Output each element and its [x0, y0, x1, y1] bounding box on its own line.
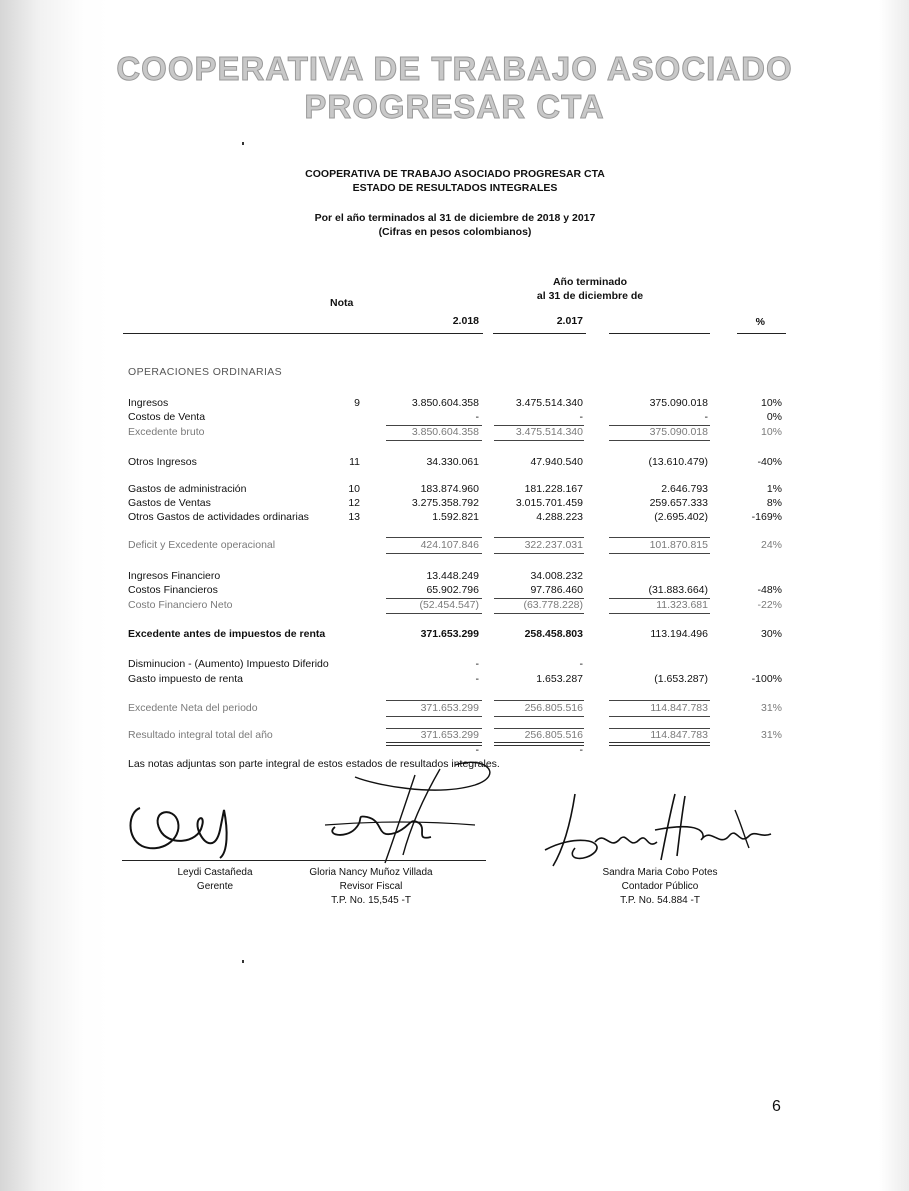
row-2017-value: 97.786.460: [530, 584, 583, 596]
percent-header: %: [755, 316, 765, 328]
table-row: [0, 598, 909, 612]
row-percent: 10%: [760, 397, 782, 409]
row-percent: 24%: [760, 539, 782, 551]
row-variation: (1.653.287): [654, 673, 708, 685]
signer-license: T.P. No. 15,545 -T: [331, 895, 411, 906]
row-2017-value: -: [579, 411, 583, 423]
under-total-mark-2018: -: [475, 744, 479, 756]
year-2018-header: 2.018: [452, 315, 479, 327]
row-variation: 113.194.496: [650, 628, 708, 640]
table-row: [0, 410, 909, 424]
row-2017-value: 256.805.516: [524, 729, 583, 741]
row-2017-value: -: [579, 658, 583, 670]
signer-role: Gerente: [196, 881, 234, 892]
gerente-signature-block: [160, 866, 270, 894]
scan-speck: [242, 960, 244, 963]
subtotal-underline: [609, 613, 710, 614]
row-2017-value: 258.458.803: [524, 628, 583, 640]
company-name: COOPERATIVA DE TRABAJO ASOCIADO PROGRESAR CTA: [305, 168, 605, 180]
page-number: 6: [772, 1098, 781, 1115]
row-percent: 1%: [766, 483, 782, 495]
table-row: [0, 482, 909, 496]
row-variation: (2.695.402): [654, 511, 708, 523]
row-label: Excedente bruto: [128, 426, 205, 438]
scan-speck: [242, 142, 244, 145]
row-2018-value: 424.107.846: [420, 539, 479, 551]
revisor-fiscal-signature-block: [296, 866, 446, 908]
table-row: [0, 425, 909, 439]
subtotal-underline: [386, 716, 482, 717]
row-percent: 0%: [766, 411, 782, 423]
row-2018-value: 371.653.299: [420, 628, 479, 640]
letterhead-line-2: PROGRESAR CTA: [304, 88, 605, 125]
row-2018-value: 3.275.358.792: [411, 497, 479, 509]
table-row: [0, 496, 909, 510]
row-label: Costos de Venta: [128, 411, 206, 423]
row-label: Costo Financiero Neto: [128, 599, 233, 611]
signer-role: Revisor Fiscal: [339, 881, 403, 892]
table-row: [0, 455, 909, 469]
subtotal-underline: [609, 553, 710, 554]
table-row: [0, 538, 909, 552]
row-percent: -48%: [757, 584, 782, 596]
row-variation: 2.646.793: [661, 483, 708, 495]
row-2018-value: 13.448.249: [426, 570, 479, 582]
row-2018-value: 371.653.299: [420, 729, 479, 741]
row-label: Excedente Neta del periodo: [128, 702, 258, 714]
subtotal-underline: [386, 440, 482, 441]
under-total-mark-2017: -: [579, 744, 583, 756]
table-row: [0, 627, 909, 641]
subtotal-underline: [494, 716, 584, 717]
subtotal-underline: [494, 553, 584, 554]
table-row: [0, 365, 909, 379]
row-variation: 114.847.783: [650, 702, 708, 714]
row-label: Costos Financieros: [128, 584, 218, 596]
year-ended-heading-2: al 31 de diciembre de: [536, 290, 644, 302]
row-2017-value: 256.805.516: [524, 702, 583, 714]
row-label: Otros Ingresos: [128, 456, 197, 468]
row-2018-value: 65.902.796: [426, 584, 479, 596]
row-note-ref: 12: [348, 497, 360, 509]
row-2017-value: 3.015.701.459: [515, 497, 583, 509]
signature-line-revisor: [306, 860, 486, 861]
row-2017-value: 4.288.223: [536, 511, 583, 523]
row-variation: (31.883.664): [648, 584, 708, 596]
row-note-ref: 13: [348, 511, 360, 523]
header-rule: [493, 333, 586, 334]
row-2018-value: -: [475, 673, 479, 685]
row-label: Excedente antes de impuestos de renta: [128, 628, 326, 640]
table-row: [0, 701, 909, 715]
row-2018-value: 3.850.604.358: [411, 397, 479, 409]
row-note-ref: 10: [348, 483, 360, 495]
row-label: Deficit y Excedente operacional: [128, 539, 276, 551]
row-percent: 31%: [760, 702, 782, 714]
letterhead-line-1: COOPERATIVA DE TRABAJO ASOCIADO: [116, 50, 793, 87]
row-variation: 375.090.018: [649, 397, 708, 409]
row-percent: 31%: [760, 729, 782, 741]
row-2018-value: 34.330.061: [426, 456, 479, 468]
table-row: [0, 728, 909, 742]
row-2018-value: 183.874.960: [420, 483, 479, 495]
signer-license: T.P. No. 54.884 -T: [620, 895, 700, 906]
row-label: Gastos de administración: [128, 483, 247, 495]
subtotal-underline: [494, 613, 584, 614]
row-2018-value: 3.850.604.358: [411, 426, 479, 438]
signature-contador-image: [535, 790, 775, 870]
row-2017-value: 34.008.232: [530, 570, 583, 582]
row-variation: 101.870.815: [649, 539, 708, 551]
row-label: Ingresos Financiero: [128, 570, 221, 582]
row-variation: 11.323.681: [656, 599, 708, 611]
row-2018-value: (52.454.547): [419, 599, 479, 611]
table-row: [0, 657, 909, 671]
row-percent: -100%: [751, 673, 782, 685]
signature-line-gerente: [122, 860, 308, 861]
row-variation: 259.657.333: [649, 497, 708, 509]
row-2017-value: 322.237.031: [524, 539, 583, 551]
year-2017-header: 2.017: [556, 315, 583, 327]
nota-column-header: Nota: [330, 297, 354, 309]
header-rule: [609, 333, 710, 334]
subtotal-underline: [386, 613, 482, 614]
row-2017-value: 1.653.287: [536, 673, 583, 685]
signature-gerente-image: [120, 790, 260, 860]
notes-disclaimer: Las notas adjuntas son parte integral de estos estados de resultados integrales.: [128, 758, 500, 770]
row-percent: -22%: [757, 599, 782, 611]
row-2017-value: 47.940.540: [530, 456, 583, 468]
row-label: Resultado integral total del año: [128, 729, 273, 741]
statement-title: ESTADO DE RESULTADOS INTEGRALES: [352, 182, 558, 194]
subtotal-underline: [494, 440, 584, 441]
subtotal-underline: [386, 553, 482, 554]
currency-note: (Cifras en pesos colombianos): [378, 226, 532, 238]
row-percent: -40%: [757, 456, 782, 468]
contador-signature-block: [590, 866, 730, 908]
table-row: [0, 569, 909, 583]
row-label: Gasto impuesto de renta: [128, 673, 243, 685]
row-label: Disminucion - (Aumento) Impuesto Diferido: [128, 658, 329, 670]
row-percent: 8%: [766, 497, 782, 509]
row-2018-value: -: [475, 658, 479, 670]
row-percent: 10%: [760, 426, 782, 438]
signer-name: Sandra Maria Cobo Potes: [602, 867, 718, 878]
statement-period: Por el año terminados al 31 de diciembre de 2018 y 2017: [314, 212, 596, 224]
row-label: Otros Gastos de actividades ordinarias: [128, 511, 309, 523]
header-rule: [737, 333, 786, 334]
row-percent: 30%: [760, 628, 782, 640]
row-2018-value: 371.653.299: [420, 702, 479, 714]
row-percent: -169%: [751, 511, 782, 523]
year-ended-heading: Año terminado: [552, 276, 628, 288]
row-2018-value: -: [475, 411, 479, 423]
row-2017-value: 181.228.167: [524, 483, 583, 495]
signer-name: Gloria Nancy Muñoz Villada: [309, 867, 433, 878]
table-row: [0, 583, 909, 597]
signer-name: Leydi Castañeda: [177, 867, 253, 878]
subtotal-underline: [609, 440, 710, 441]
subtotal-underline: [609, 716, 710, 717]
table-row: [0, 396, 909, 410]
row-variation: (13.610.479): [648, 456, 708, 468]
row-note-ref: 9: [354, 397, 360, 409]
signature-revisor-fiscal-image: [315, 755, 515, 865]
header-rule: [123, 333, 483, 334]
table-row: [0, 510, 909, 524]
row-label: Gastos de Ventas: [128, 497, 211, 509]
row-2017-value: 3.475.514.340: [515, 426, 583, 438]
row-label: Ingresos: [128, 397, 169, 409]
signer-role: Contador Público: [621, 881, 699, 892]
row-variation: -: [704, 411, 708, 423]
row-note-ref: 11: [349, 456, 360, 468]
table-row: [0, 672, 909, 686]
row-variation: 375.090.018: [649, 426, 708, 438]
row-2017-value: (63.778.228): [523, 599, 583, 611]
row-2017-value: 3.475.514.340: [515, 397, 583, 409]
row-variation: 114.847.783: [650, 729, 708, 741]
row-2018-value: 1.592.821: [432, 511, 479, 523]
row-label: OPERACIONES ORDINARIAS: [128, 366, 283, 378]
